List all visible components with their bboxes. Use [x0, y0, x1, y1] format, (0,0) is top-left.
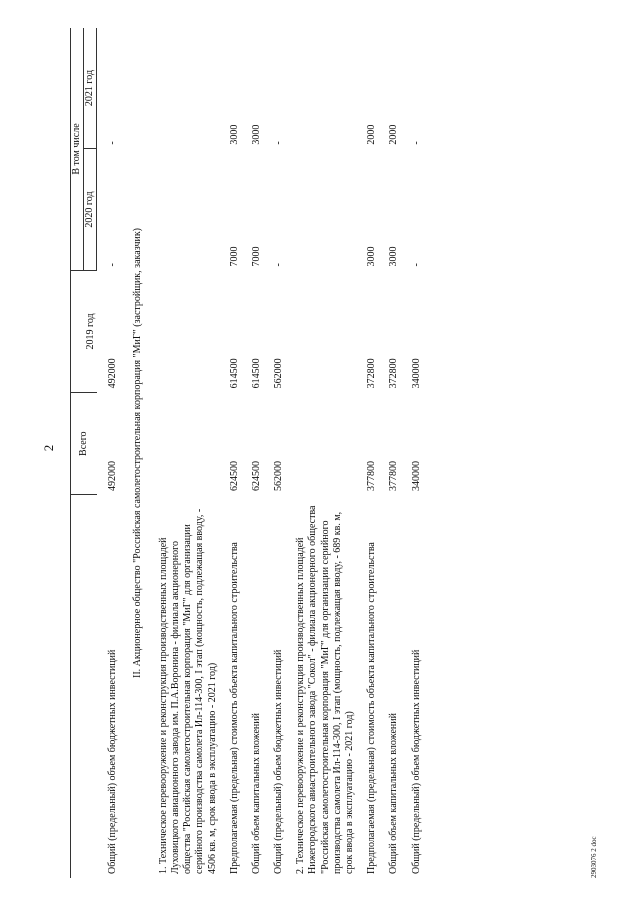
table-row: Общий объем капитальных вложений 624500 614500 7000 3000 — [250, 124, 262, 874]
document-page — [35, 18, 610, 878]
section-heading: II. Акционерное общество "Российская самолетостроительная корпорация "МиГ" (застройщик, заказчик) — [131, 227, 143, 679]
header-including: В том числе — [71, 28, 84, 271]
header-total: Всего — [71, 392, 97, 495]
header-year-2020: 2020 год — [84, 149, 97, 271]
project-title: 2. Техническое перевооружение и реконструкция производственных площадей Нижегородского авиастроительного завода "Сокол" - филиала акционерного общества "Российская самолетостроительная корпорация "МиГ" для организации серийного производства самолета Ил-114-300, I этап (мощность, подлежащая вводу, - 689 кв. м, срок ввода в эксплуатацию - 2021 год) — [295, 505, 355, 874]
page-number: 2 — [41, 444, 56, 452]
header-year-2021: 2021 год — [84, 28, 97, 149]
table-row: Общий объем капитальных вложений 377800 372800 3000 2000 — [388, 124, 400, 874]
table-row: Общий (предельный) объем бюджетных инвестиций 340000 340000 - - — [410, 141, 422, 874]
table-row: Предполагаемая (предельная) стоимость объекта капитального строительства 624500 614500 7000 3000 — [228, 124, 240, 874]
budget-table — [70, 28, 423, 878]
project-title: 1. Техническое перевооружение и реконструкция производственных площадей Луховицкого авиационного завода им. П.А.Воронина - филиала акционерного общества "Российская самолетостроительная корпорация "МиГ" для организации серийного производства самолета Ил-114-300, I этап (мощность, подлежащая вводу, - 4506 кв. м, срок ввода в эксплуатацию - 2021 год) — [157, 508, 218, 874]
document-footer: 2903076 2 doc — [590, 836, 598, 878]
header-year-2019: 2019 год — [71, 271, 97, 393]
table-header-row — [71, 28, 84, 878]
project-title-row — [285, 28, 356, 878]
project-title-row — [148, 28, 219, 878]
section-heading-row — [120, 28, 148, 878]
table-row: Общий (предельный) объем бюджетных инвестиций 562000 562000 - - — [273, 141, 285, 874]
table-row: Предполагаемая (предельная) стоимость объекта капитального строительства 377800 372800 3000 2000 — [366, 124, 378, 874]
table-row: Общий (предельный) объем бюджетных инвестиций 492000 492000 - - — [106, 141, 119, 874]
